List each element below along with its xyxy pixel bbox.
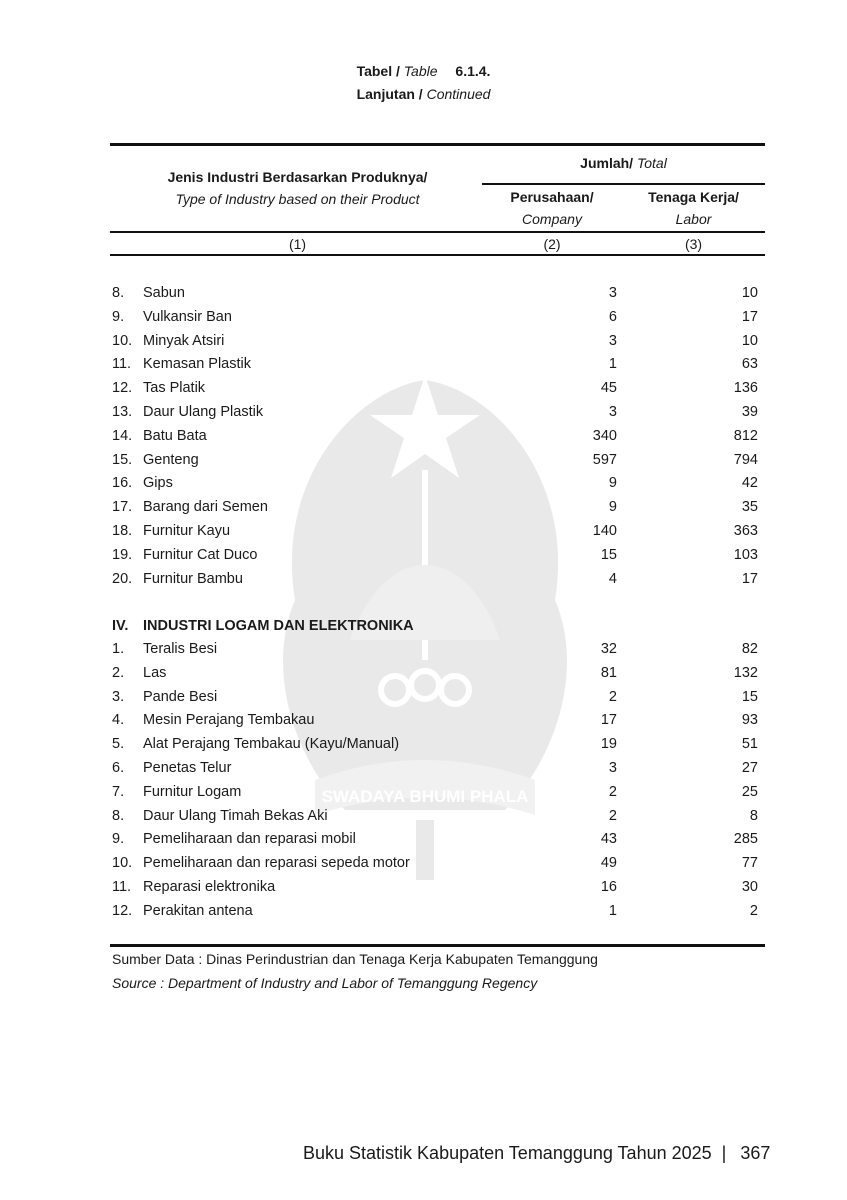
watermark-regency: KABUPATEN TEMANGGUNG — [342, 811, 508, 825]
industry-name: Alat Perajang Tembakau (Kayu/Manual) — [143, 736, 400, 753]
company-count: 19 — [600, 736, 617, 753]
row-number: IV. — [112, 618, 129, 634]
company-count: 81 — [600, 664, 617, 681]
labor-count: 10 — [741, 332, 758, 349]
table-title-block — [0, 60, 847, 106]
header-total-en: Total — [636, 155, 667, 171]
labor-count: 35 — [741, 499, 758, 516]
industry-name: INDUSTRI LOGAM DAN ELEKTRONIKA — [143, 618, 414, 634]
row-number: 9. — [112, 831, 125, 848]
table-row — [110, 637, 765, 661]
row-number: 10. — [112, 332, 133, 349]
industry-name: Daur Ulang Plastik — [143, 404, 264, 420]
row-number: 3. — [112, 688, 125, 705]
row-number: 7. — [112, 783, 125, 800]
table-row — [110, 804, 765, 828]
industry-name: Furnitur Kayu — [143, 523, 231, 539]
company-count: 32 — [600, 641, 617, 657]
labor-count: 10 — [741, 285, 758, 301]
labor-count: 93 — [741, 712, 758, 729]
company-count: 3 — [608, 404, 617, 420]
row-number: 10. — [112, 855, 133, 872]
row-number: 5. — [112, 736, 125, 753]
header-col2-en: Company — [522, 211, 582, 227]
page-footer — [303, 1141, 770, 1165]
header-col3-id: Tenaga Kerja/ — [648, 189, 739, 205]
company-count: 2 — [608, 807, 617, 824]
footer-separator: | — [721, 1143, 727, 1163]
company-count: 9 — [608, 475, 617, 492]
title-label-en: Table — [403, 63, 438, 79]
company-count: 16 — [600, 879, 617, 895]
table-row — [110, 471, 765, 495]
industry-name: Furnitur Bambu — [143, 570, 243, 587]
labor-count: 794 — [733, 451, 758, 468]
labor-count: 27 — [741, 760, 758, 776]
row-number: 12. — [112, 902, 133, 919]
labor-count: 82 — [741, 641, 758, 657]
row-number: 13. — [112, 404, 133, 420]
company-count: 3 — [608, 760, 617, 776]
company-count: 140 — [592, 523, 617, 539]
industry-name: Tas Platik — [143, 380, 206, 397]
row-number: 15. — [112, 451, 133, 468]
source-en: Source : Department of Industry and Labor of Temanggung Regency — [112, 975, 538, 991]
header-col3-en: Labor — [675, 211, 712, 227]
table-row — [110, 661, 765, 685]
industry-name: Perakitan antena — [143, 902, 253, 919]
row-number: 8. — [112, 807, 125, 824]
header-col1 — [110, 166, 485, 210]
industry-name: Teralis Besi — [143, 641, 218, 657]
continued-en: Continued — [426, 86, 491, 102]
table-row — [110, 708, 765, 732]
labor-count: 42 — [741, 475, 758, 492]
labor-count: 132 — [733, 664, 758, 681]
industry-name: Furnitur Cat Duco — [143, 546, 258, 563]
labor-count: 30 — [741, 879, 758, 895]
labor-count: 812 — [733, 427, 758, 444]
table-row — [110, 400, 765, 424]
company-count: 4 — [608, 570, 617, 587]
table-row — [110, 756, 765, 780]
row-number: 20. — [112, 570, 133, 587]
header-col1-en: Type of Industry based on their Product — [175, 191, 420, 207]
row-number: 6. — [112, 760, 125, 776]
industry-name: Batu Bata — [143, 427, 207, 444]
table-row — [110, 543, 765, 567]
table-row — [110, 519, 765, 543]
table-title — [0, 60, 847, 83]
company-count: 17 — [600, 712, 617, 729]
company-count: 3 — [608, 332, 617, 349]
row-number: 14. — [112, 427, 133, 444]
section-row — [110, 614, 765, 638]
header-total-id: Jumlah/ — [580, 155, 634, 171]
row-number: 18. — [112, 523, 133, 539]
industry-name: Las — [143, 664, 167, 681]
table-row — [110, 329, 765, 353]
table-row — [110, 875, 765, 899]
labor-count: 63 — [741, 356, 758, 373]
table-row — [110, 376, 765, 400]
company-count: 49 — [600, 855, 617, 872]
table-row — [110, 305, 765, 329]
industry-name: Penetas Telur — [143, 760, 232, 776]
book-title: Buku Statistik Kabupaten Temanggung Tahun 2025 — [303, 1143, 712, 1163]
labor-count: 285 — [733, 831, 758, 848]
company-count: 15 — [600, 546, 617, 563]
industry-name: Pemeliharaan dan reparasi sepeda motor — [143, 855, 410, 872]
labor-count: 39 — [741, 404, 758, 420]
industry-name: Furnitur Logam — [143, 783, 242, 800]
table-row — [110, 899, 765, 923]
industry-name: Mesin Perajang Tembakau — [143, 712, 315, 729]
header-col3 — [622, 186, 765, 230]
labor-count: 8 — [749, 807, 758, 824]
row-number: 2. — [112, 664, 125, 681]
source-id: Sumber Data : Dinas Perindustrian dan Tenaga Kerja Kabupaten Temanggung — [112, 951, 598, 967]
title-label-id: Tabel / — [356, 63, 400, 79]
table-row — [110, 448, 765, 472]
header-col2-id: Perusahaan/ — [510, 189, 594, 205]
labor-count: 103 — [733, 546, 758, 563]
company-count: 45 — [600, 380, 617, 397]
row-number: 9. — [112, 308, 125, 325]
row-number: 17. — [112, 499, 133, 516]
industry-name: Pande Besi — [143, 688, 218, 705]
row-number: 4. — [112, 712, 125, 729]
company-count: 43 — [600, 831, 617, 848]
table-top-rule — [110, 143, 765, 146]
industry-name: Reparasi elektronika — [143, 879, 276, 895]
company-count: 9 — [608, 499, 617, 516]
table-continued — [0, 83, 847, 106]
table-row — [110, 827, 765, 851]
company-count: 1 — [608, 902, 617, 919]
company-count: 597 — [592, 451, 617, 468]
industry-name: Barang dari Semen — [143, 499, 268, 516]
continued-id: Lanjutan / — [356, 86, 423, 102]
company-count: 2 — [608, 783, 617, 800]
table-row — [110, 281, 765, 305]
labor-count: 2 — [749, 902, 758, 919]
industry-name: Gips — [143, 475, 173, 492]
labor-count: 25 — [741, 783, 758, 800]
industry-name: Genteng — [143, 451, 199, 468]
row-number: 11. — [112, 356, 132, 373]
company-count: 2 — [608, 688, 617, 705]
row-number: 8. — [112, 285, 125, 301]
table-number: 6.1.4. — [455, 63, 491, 79]
industry-name: Minyak Atsiri — [143, 332, 225, 349]
labor-count: 17 — [741, 308, 758, 325]
header-col2 — [482, 186, 622, 230]
table-row — [110, 851, 765, 875]
row-number: 19. — [112, 546, 133, 563]
industry-name: Daur Ulang Timah Bekas Aki — [143, 807, 328, 824]
index-rule — [110, 254, 765, 256]
index-col2: (2) — [543, 236, 561, 252]
row-number: 12. — [112, 380, 133, 397]
industry-name: Pemeliharaan dan reparasi mobil — [143, 831, 356, 848]
labor-count: 15 — [741, 688, 758, 705]
table-row — [110, 780, 765, 804]
industry-name: Kemasan Plastik — [143, 356, 251, 373]
page-number: 367 — [740, 1143, 771, 1163]
index-col1: (1) — [288, 236, 307, 252]
company-count: 3 — [608, 285, 617, 301]
labor-count: 77 — [741, 855, 758, 872]
table-row — [110, 732, 765, 756]
row-number: 1. — [112, 641, 125, 657]
industry-name: Sabun — [143, 285, 185, 301]
company-count: 340 — [592, 427, 617, 444]
table-row — [110, 424, 765, 448]
table-row — [110, 495, 765, 519]
company-count: 1 — [608, 356, 617, 373]
header-rule — [110, 231, 765, 233]
industry-name: Vulkansir Ban — [143, 308, 232, 325]
index-col3: (3) — [684, 236, 703, 252]
table-row — [110, 352, 765, 376]
labor-count: 136 — [733, 380, 758, 397]
table-row — [110, 685, 765, 709]
labor-count: 363 — [733, 523, 758, 539]
header-col1-id: Jenis Industri Berdasarkan Produknya/ — [167, 169, 428, 185]
table-row — [110, 567, 765, 591]
row-number: 16. — [112, 475, 133, 492]
header-total — [482, 152, 765, 174]
watermark-motto: SWADAYA BHUMI PHALA — [321, 787, 529, 806]
labor-count: 17 — [741, 570, 758, 587]
row-number: 11. — [112, 879, 132, 895]
company-count: 6 — [608, 308, 617, 325]
total-underline-rule — [482, 183, 765, 185]
labor-count: 51 — [741, 736, 758, 753]
